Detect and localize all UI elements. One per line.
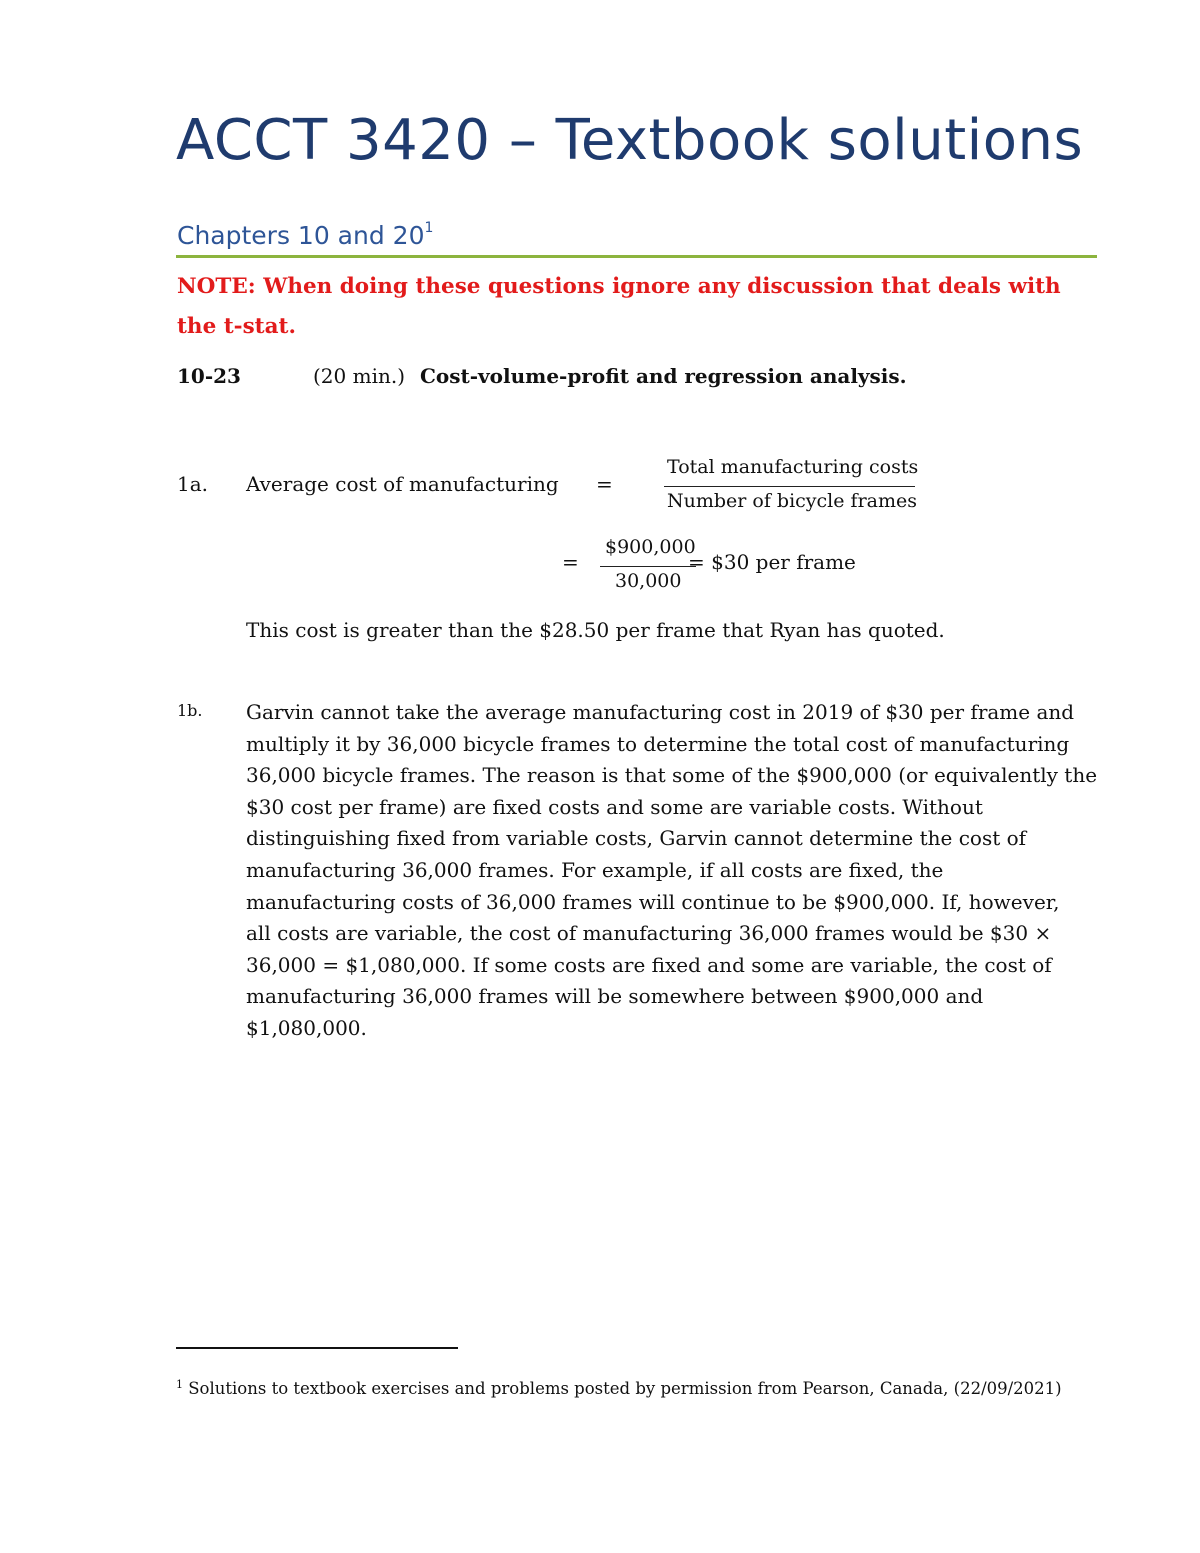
part-1b-paragraph xyxy=(246,697,1106,1045)
fraction-denominator: Number of bicycle frames xyxy=(667,490,917,512)
paragraph-line: distinguishing fixed from variable costs, Garvin cannot determine the cost of xyxy=(246,826,1027,851)
fraction-denominator-2: 30,000 xyxy=(615,570,682,592)
part-1a-label: 1a. xyxy=(177,472,209,496)
footnote-text: Solutions to textbook exercises and problems posted by permission from Pearson, Canada, (22/09/2021) xyxy=(188,1379,1062,1398)
paragraph-line: 36,000 = $1,080,000. If some costs are fixed and some are variable, the cost of xyxy=(246,952,1052,977)
equals-sign-2: = xyxy=(562,550,579,574)
paragraph-line: manufacturing 36,000 frames will be somewhere between $900,000 and xyxy=(246,984,984,1009)
paragraph-line: manufacturing costs of 36,000 frames will continue to be $900,000. If, however, xyxy=(246,889,1060,914)
fraction-bar xyxy=(664,486,915,487)
paragraph-line: manufacturing 36,000 frames. For example, if all costs are fixed, the xyxy=(246,857,944,882)
note-warning: NOTE: When doing these questions ignore any discussion that deals with the t-stat. xyxy=(177,274,1061,339)
paragraph-line: $30 cost per frame) are fixed costs and some are variable costs. Without xyxy=(246,794,983,819)
footnote-separator xyxy=(176,1347,458,1349)
footnote-mark: 1 xyxy=(176,1378,183,1391)
part-1b-label: 1b. xyxy=(177,701,203,720)
footnote xyxy=(176,1378,1062,1398)
chapter-subtitle xyxy=(177,220,433,250)
equals-sign: = xyxy=(596,472,613,496)
page-title: ACCT 3420 – Textbook solutions xyxy=(176,108,1084,173)
comparison-comment: This cost is greater than the $28.50 per frame that Ryan has quoted. xyxy=(246,618,945,642)
fraction-numerator-2: $900,000 xyxy=(605,536,696,558)
footnote-reference[interactable]: 1 xyxy=(424,220,434,236)
exercise-time: (20 min.) xyxy=(313,364,406,388)
exercise-number: 10-23 xyxy=(177,364,241,388)
fraction-numerator: Total manufacturing costs xyxy=(667,456,919,478)
paragraph-line: multiply it by 36,000 bicycle frames to determine the total cost of manufacturing xyxy=(246,731,1070,756)
paragraph-line: Garvin cannot take the average manufacturing cost in 2019 of $30 per frame and xyxy=(246,700,1075,724)
exercise-topic: Cost-volume-profit and regression analysis. xyxy=(420,364,907,388)
paragraph-line: $1,080,000. xyxy=(246,1015,367,1040)
paragraph-line: 36,000 bicycle frames. The reason is that some of the $900,000 (or equivalently the xyxy=(246,763,1098,788)
average-cost-label: Average cost of manufacturing xyxy=(246,472,559,496)
fraction-bar-2 xyxy=(600,566,696,567)
paragraph-line: all costs are variable, the cost of manufacturing 36,000 frames would be $30 × xyxy=(246,921,1052,946)
heading-divider xyxy=(176,255,1097,258)
result-text: = $30 per frame xyxy=(688,550,856,574)
subtitle-text: Chapters 10 and 20 xyxy=(177,221,425,250)
